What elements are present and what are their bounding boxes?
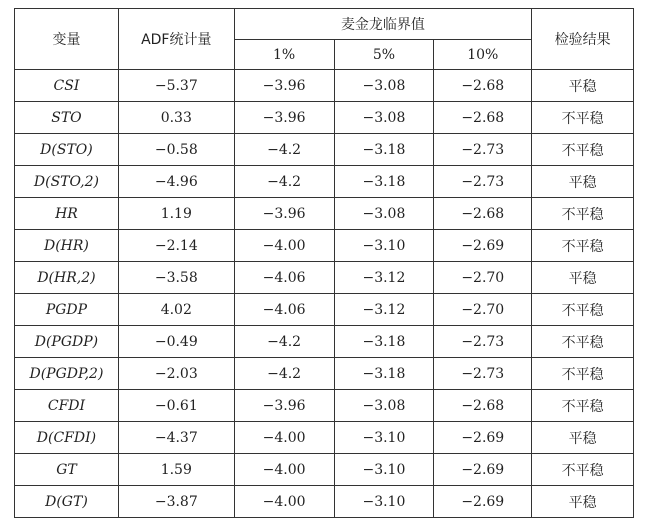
cell-critical-1pct: −4.00 <box>234 486 334 518</box>
table-row <box>15 230 634 262</box>
cell-critical-5pct: −3.08 <box>334 390 434 422</box>
table-row <box>15 262 634 294</box>
cell-critical-5pct: −3.10 <box>334 230 434 262</box>
cell-adf-statistic: −4.37 <box>118 422 234 454</box>
cell-variable: D(PGDP,2) <box>15 358 119 390</box>
cell-critical-5pct: −3.18 <box>334 166 434 198</box>
header-critical-10pct: 10% <box>434 40 532 70</box>
table-row <box>15 102 634 134</box>
cell-test-result: 平稳 <box>532 486 634 518</box>
table-row <box>15 486 634 518</box>
cell-adf-statistic: 1.59 <box>118 454 234 486</box>
cell-test-result: 平稳 <box>532 262 634 294</box>
cell-critical-1pct: −4.2 <box>234 358 334 390</box>
cell-variable: STO <box>15 102 119 134</box>
header-adf-statistic: ADF统计量 <box>118 9 234 70</box>
cell-critical-5pct: −3.10 <box>334 454 434 486</box>
cell-variable: PGDP <box>15 294 119 326</box>
cell-variable: CFDI <box>15 390 119 422</box>
cell-variable: GT <box>15 454 119 486</box>
table-row <box>15 326 634 358</box>
table-row <box>15 454 634 486</box>
cell-critical-5pct: −3.10 <box>334 422 434 454</box>
cell-adf-statistic: −2.14 <box>118 230 234 262</box>
cell-adf-statistic: 0.33 <box>118 102 234 134</box>
cell-adf-statistic: −2.03 <box>118 358 234 390</box>
cell-critical-10pct: −2.68 <box>434 198 532 230</box>
cell-variable: D(STO,2) <box>15 166 119 198</box>
cell-critical-10pct: −2.73 <box>434 358 532 390</box>
cell-critical-5pct: −3.12 <box>334 262 434 294</box>
cell-adf-statistic: −0.58 <box>118 134 234 166</box>
cell-critical-1pct: −3.96 <box>234 198 334 230</box>
cell-test-result: 不平稳 <box>532 230 634 262</box>
table-row <box>15 70 634 102</box>
adf-test-table <box>14 8 634 518</box>
cell-critical-1pct: −4.00 <box>234 230 334 262</box>
table-row <box>15 294 634 326</box>
cell-critical-10pct: −2.69 <box>434 486 532 518</box>
cell-adf-statistic: 4.02 <box>118 294 234 326</box>
cell-adf-statistic: −0.61 <box>118 390 234 422</box>
table-row <box>15 390 634 422</box>
table-row <box>15 358 634 390</box>
cell-critical-10pct: −2.69 <box>434 454 532 486</box>
cell-test-result: 平稳 <box>532 422 634 454</box>
cell-critical-1pct: −4.2 <box>234 326 334 358</box>
table-row <box>15 166 634 198</box>
cell-critical-1pct: −3.96 <box>234 390 334 422</box>
cell-critical-10pct: −2.68 <box>434 70 532 102</box>
cell-critical-1pct: −4.2 <box>234 166 334 198</box>
cell-adf-statistic: −0.49 <box>118 326 234 358</box>
cell-critical-10pct: −2.73 <box>434 134 532 166</box>
cell-critical-5pct: −3.18 <box>334 134 434 166</box>
cell-variable: HR <box>15 198 119 230</box>
cell-test-result: 不平稳 <box>532 294 634 326</box>
cell-critical-5pct: −3.18 <box>334 358 434 390</box>
cell-critical-10pct: −2.70 <box>434 294 532 326</box>
cell-test-result: 不平稳 <box>532 102 634 134</box>
cell-critical-5pct: −3.12 <box>334 294 434 326</box>
cell-adf-statistic: −5.37 <box>118 70 234 102</box>
table-body <box>15 70 634 518</box>
cell-critical-10pct: −2.69 <box>434 422 532 454</box>
cell-variable: D(GT) <box>15 486 119 518</box>
header-variable: 变量 <box>15 9 119 70</box>
cell-adf-statistic: −3.87 <box>118 486 234 518</box>
cell-adf-statistic: −3.58 <box>118 262 234 294</box>
cell-test-result: 不平稳 <box>532 358 634 390</box>
table-row <box>15 422 634 454</box>
table-row <box>15 198 634 230</box>
cell-variable: D(STO) <box>15 134 119 166</box>
cell-critical-1pct: −4.06 <box>234 294 334 326</box>
cell-test-result: 平稳 <box>532 166 634 198</box>
cell-variable: D(PGDP) <box>15 326 119 358</box>
cell-critical-5pct: −3.08 <box>334 70 434 102</box>
cell-critical-5pct: −3.08 <box>334 198 434 230</box>
cell-critical-10pct: −2.70 <box>434 262 532 294</box>
cell-critical-1pct: −4.00 <box>234 422 334 454</box>
cell-critical-1pct: −3.96 <box>234 102 334 134</box>
cell-critical-5pct: −3.18 <box>334 326 434 358</box>
cell-variable: D(CFDI) <box>15 422 119 454</box>
cell-critical-10pct: −2.68 <box>434 390 532 422</box>
cell-variable: CSI <box>15 70 119 102</box>
cell-critical-5pct: −3.08 <box>334 102 434 134</box>
cell-critical-1pct: −3.96 <box>234 70 334 102</box>
cell-adf-statistic: 1.19 <box>118 198 234 230</box>
cell-critical-10pct: −2.73 <box>434 326 532 358</box>
cell-test-result: 不平稳 <box>532 390 634 422</box>
cell-test-result: 不平稳 <box>532 454 634 486</box>
header-critical-5pct: 5% <box>334 40 434 70</box>
cell-critical-1pct: −4.2 <box>234 134 334 166</box>
cell-critical-10pct: −2.73 <box>434 166 532 198</box>
cell-critical-1pct: −4.06 <box>234 262 334 294</box>
cell-critical-10pct: −2.69 <box>434 230 532 262</box>
cell-test-result: 不平稳 <box>532 134 634 166</box>
cell-test-result: 不平稳 <box>532 326 634 358</box>
cell-adf-statistic: −4.96 <box>118 166 234 198</box>
cell-variable: D(HR,2) <box>15 262 119 294</box>
cell-variable: D(HR) <box>15 230 119 262</box>
header-critical-1pct: 1% <box>234 40 334 70</box>
cell-critical-5pct: −3.10 <box>334 486 434 518</box>
table-row <box>15 134 634 166</box>
header-mackinnon-critical-values: 麦金龙临界值 <box>234 9 532 40</box>
cell-critical-1pct: −4.00 <box>234 454 334 486</box>
header-test-result: 检验结果 <box>532 9 634 70</box>
cell-critical-10pct: −2.68 <box>434 102 532 134</box>
cell-test-result: 不平稳 <box>532 198 634 230</box>
cell-test-result: 平稳 <box>532 70 634 102</box>
